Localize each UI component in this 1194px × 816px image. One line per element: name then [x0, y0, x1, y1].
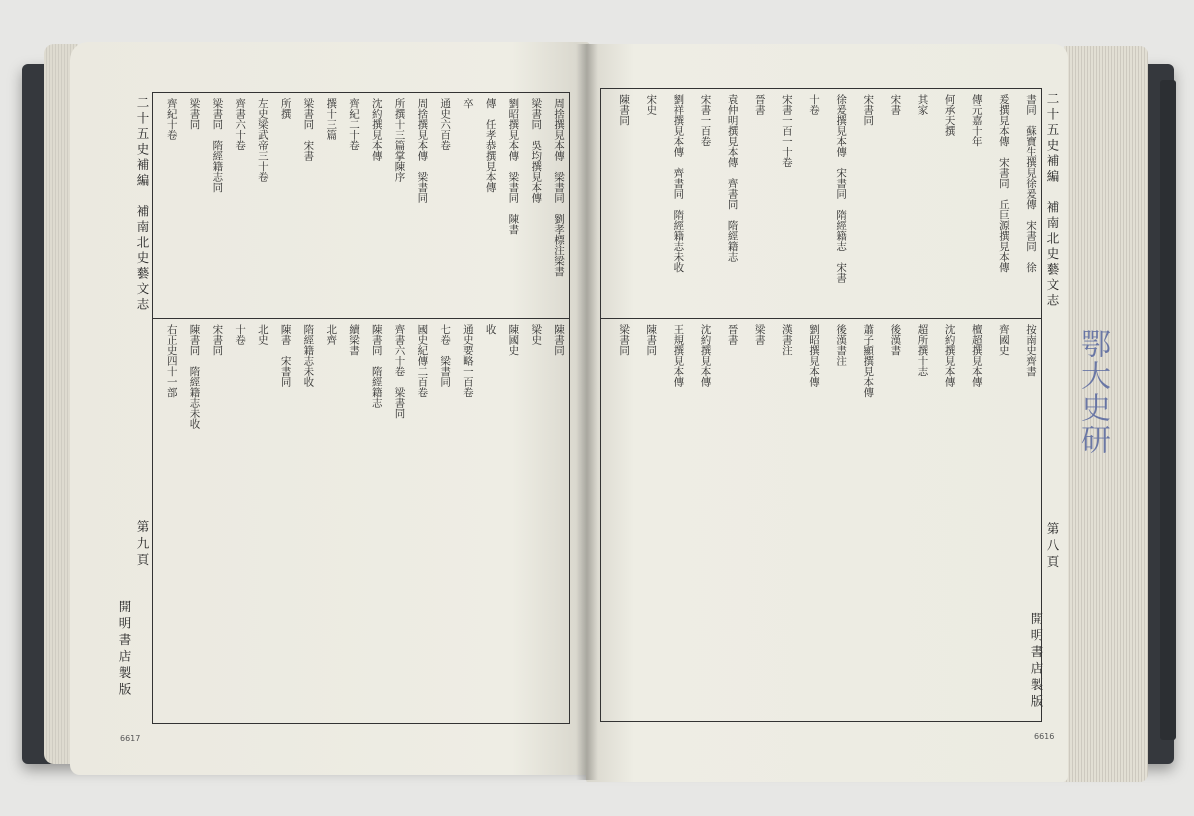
text-column: 梁書同	[618, 324, 631, 356]
text-column: 蕭子顯撰見本傳	[862, 324, 875, 398]
text-column: 陳國史	[507, 324, 520, 356]
text-column: 十卷	[808, 94, 820, 115]
text-column: 北齊	[325, 324, 338, 345]
text-column: 續梁書	[347, 324, 360, 356]
text-column: 梁書同 宋書	[302, 98, 315, 161]
text-column: 宋書一百卷	[699, 94, 712, 147]
text-column: 周捨撰見本傳 梁書同 劉孝標注梁書	[552, 98, 565, 277]
text-column: 齊紀二十卷	[347, 98, 360, 151]
right-running-head: 二十五史補編 補南北史藝文志	[1045, 92, 1060, 309]
text-column: 傳元嘉十年	[970, 94, 983, 147]
left-folio: 6617	[120, 734, 141, 743]
left-running-head: 二十五史補編 補南北史藝文志	[135, 96, 150, 313]
text-column: 書同 蘇寶生撰見徐爰傳 宋書同 徐	[1025, 94, 1037, 273]
text-column: 通史六百卷	[439, 98, 452, 151]
text-column: 陳書同 隋經籍志未收	[188, 324, 201, 429]
text-column: 王規撰見本傳	[672, 324, 685, 387]
text-column: 齊書六十卷	[234, 98, 247, 151]
library-stamp: 鄂大史研	[1075, 328, 1110, 456]
text-column: 七卷 梁書同	[439, 324, 452, 387]
text-column: 北史	[256, 324, 269, 345]
text-column: 梁史	[530, 324, 543, 345]
text-column: 齊書六十卷 梁書同	[393, 324, 406, 419]
left-divider	[153, 318, 569, 319]
right-page-number: 第八頁	[1045, 522, 1060, 572]
text-column: 劉昭撰見本傳	[808, 324, 820, 387]
right-folio: 6616	[1034, 732, 1055, 741]
text-column: 沈約撰見本傳	[699, 324, 712, 387]
cover-spine-edge	[1160, 80, 1176, 740]
text-column: 沈約撰見本傳	[943, 324, 956, 387]
text-column: 按南史齊書	[1025, 324, 1037, 377]
text-column: 所撰	[279, 98, 292, 119]
text-column: 超所撰十志	[916, 324, 929, 377]
text-column: 梁書同 隋經籍志同	[211, 98, 224, 193]
text-column: 撰十三篇	[325, 98, 338, 140]
text-column: 檀超撰見本傳	[970, 324, 983, 387]
text-column: 隋經籍志未收	[302, 324, 315, 387]
text-column: 國史紀傳二百卷	[416, 324, 429, 398]
text-column: 收	[484, 324, 497, 335]
text-column: 卒	[461, 98, 474, 109]
text-column: 沈約撰見本傳	[370, 98, 383, 161]
right-publisher: 開明書店製版	[1029, 612, 1044, 711]
text-column: 袁仲明撰見本傳 齊書同 隋經籍志	[726, 94, 739, 262]
text-column: 何承天撰	[943, 94, 956, 136]
text-column: 周捨撰見本傳 梁書同	[416, 98, 429, 203]
text-column: 後漢書注	[835, 324, 848, 366]
text-column: 陳書同	[618, 94, 631, 126]
text-column: 宋史	[645, 94, 658, 115]
text-column: 徐爰撰見本傳 宋書同 隋經籍志 宋書	[835, 94, 848, 283]
right-divider	[601, 318, 1041, 319]
text-column: 陳書同	[645, 324, 658, 356]
text-column: 後漢書	[889, 324, 902, 356]
book-gutter-shadow	[576, 44, 598, 780]
text-column: 宋書同	[211, 324, 224, 356]
text-column: 傳 任孝恭撰見本傳	[484, 98, 497, 193]
text-column: 齊國史	[997, 324, 1010, 356]
text-column: 陳書同	[552, 324, 565, 356]
text-column: 通史要略一百卷	[461, 324, 474, 398]
text-column: 齊紀十卷	[165, 98, 178, 140]
text-column: 宋書一百一十卷	[780, 94, 793, 168]
text-column: 左史梁武帝三十卷	[256, 98, 269, 182]
text-column: 陳書 宋書同	[279, 324, 292, 387]
text-column: 陳書同 隋經籍志	[370, 324, 383, 408]
text-column: 梁書同	[188, 98, 201, 130]
text-column: 晉書	[753, 94, 766, 115]
text-column: 十卷	[234, 324, 247, 345]
text-column: 其家	[916, 94, 929, 115]
text-column: 所撰十三篇掌陳序	[393, 98, 406, 182]
text-column: 宋書	[889, 94, 902, 115]
text-column: 梁書同 吳均撰見本傳	[530, 98, 543, 203]
text-column: 右正史四十一部	[165, 324, 178, 398]
left-page-number: 第九頁	[135, 520, 150, 570]
text-column: 劉祥撰見本傳 齊書同 隋經籍志未收	[672, 94, 685, 273]
text-column: 梁書	[753, 324, 766, 345]
text-column: 漢書注	[780, 324, 793, 356]
left-publisher: 開明書店製版	[117, 600, 132, 699]
text-column: 爰撰見本傳 宋書同 丘巨源撰見本傳	[997, 94, 1010, 273]
text-column: 劉昭撰見本傳 梁書同 陳書	[507, 98, 520, 235]
text-column: 晉書	[726, 324, 739, 345]
text-column: 宋書同	[862, 94, 875, 126]
